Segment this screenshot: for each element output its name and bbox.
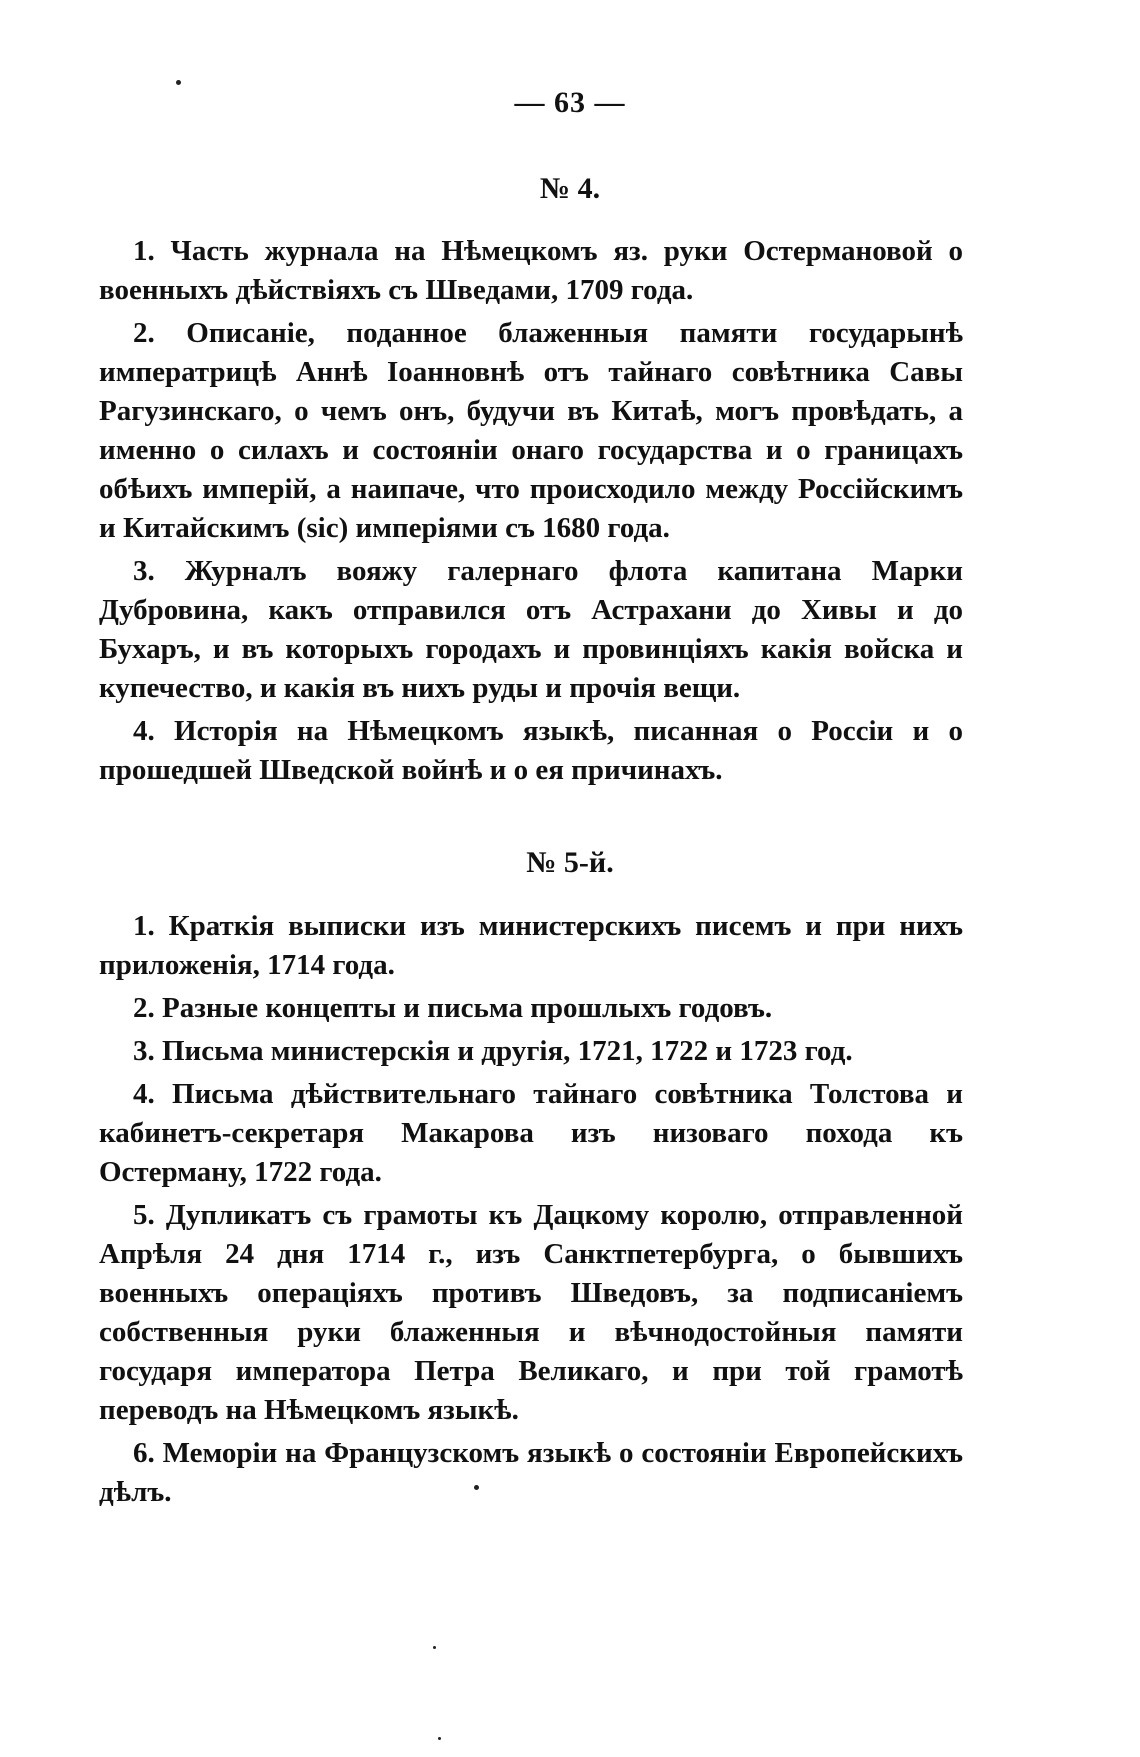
list-item: 3. Журналъ вояжу галернаго флота капитана Марки Дубровина, какъ отправился отъ Астрахани до Хивы и до Бухаръ, и въ которыхъ городахъ и провинціяхъ какія войска и купечество, и какія въ нихъ руды и прочія вещи. — [99, 555, 963, 704]
print-speck — [474, 1485, 479, 1490]
section-4-body — [99, 232, 963, 794]
list-item: 4. Письма дѣйствительнаго тайнаго совѣтника Толстова и кабинетъ-секретаря Макарова изъ низоваго похода къ Остерману, 1722 года. — [99, 1078, 963, 1188]
list-item: 1. Краткія выписки изъ министерскихъ писемъ и при нихъ приложенія, 1714 года. — [99, 910, 963, 981]
page-number: — 63 — — [514, 86, 626, 119]
list-item: 4. Исторія на Нѣмецкомъ языкѣ, писанная о Россіи и о прошедшей Шведской войнѣ и о ея причинахъ. — [99, 715, 963, 786]
list-item: 3. Письма министерскія и другія, 1721, 1722 и 1723 год. — [133, 1035, 853, 1067]
list-item: 6. Меморіи на Французскомъ языкѣ о состояніи Европейскихъ дѣлъ. — [99, 1437, 963, 1508]
list-item: 5. Дупликатъ съ грамоты къ Дацкому королю, отправленной Апрѣля 24 дня 1714 г., изъ Санктпетербурга, о бывшихъ военныхъ операціяхъ противъ Шведовъ, за подписаніемъ собственныя руки блаженныя и вѣчнодостойныя памяти государя императора Петра Великаго, и при той грамотѣ переводъ на Нѣмецкомъ языкѣ. — [99, 1199, 963, 1426]
print-speck — [176, 80, 181, 85]
list-item: 1. Часть журнала на Нѣмецкомъ яз. руки Остермановой о военныхъ дѣйствіяхъ съ Шведами, 1709 года. — [99, 235, 963, 306]
section-5-body — [99, 907, 963, 1516]
list-item: 2. Описаніе, поданное блаженныя памяти государынѣ императрицѣ Аннѣ Іоанновнѣ отъ тайнаго совѣтника Савы Рагузинскаго, о чемъ онъ, будучи въ Китаѣ, могъ провѣдать, а именно о силахъ и состояніи онаго государства и о границахъ обѣихъ имперій, а наипаче, что происходило между Россійскимъ и Китайскимъ (sic) имперіями съ 1680 года. — [99, 317, 963, 544]
list-item: 2. Разные концепты и письма прошлыхъ годовъ. — [133, 992, 773, 1024]
section-heading-4: № 4. — [539, 172, 601, 205]
print-speck — [438, 1737, 441, 1740]
print-speck — [433, 1646, 436, 1649]
section-heading-5: № 5-й. — [526, 846, 614, 879]
